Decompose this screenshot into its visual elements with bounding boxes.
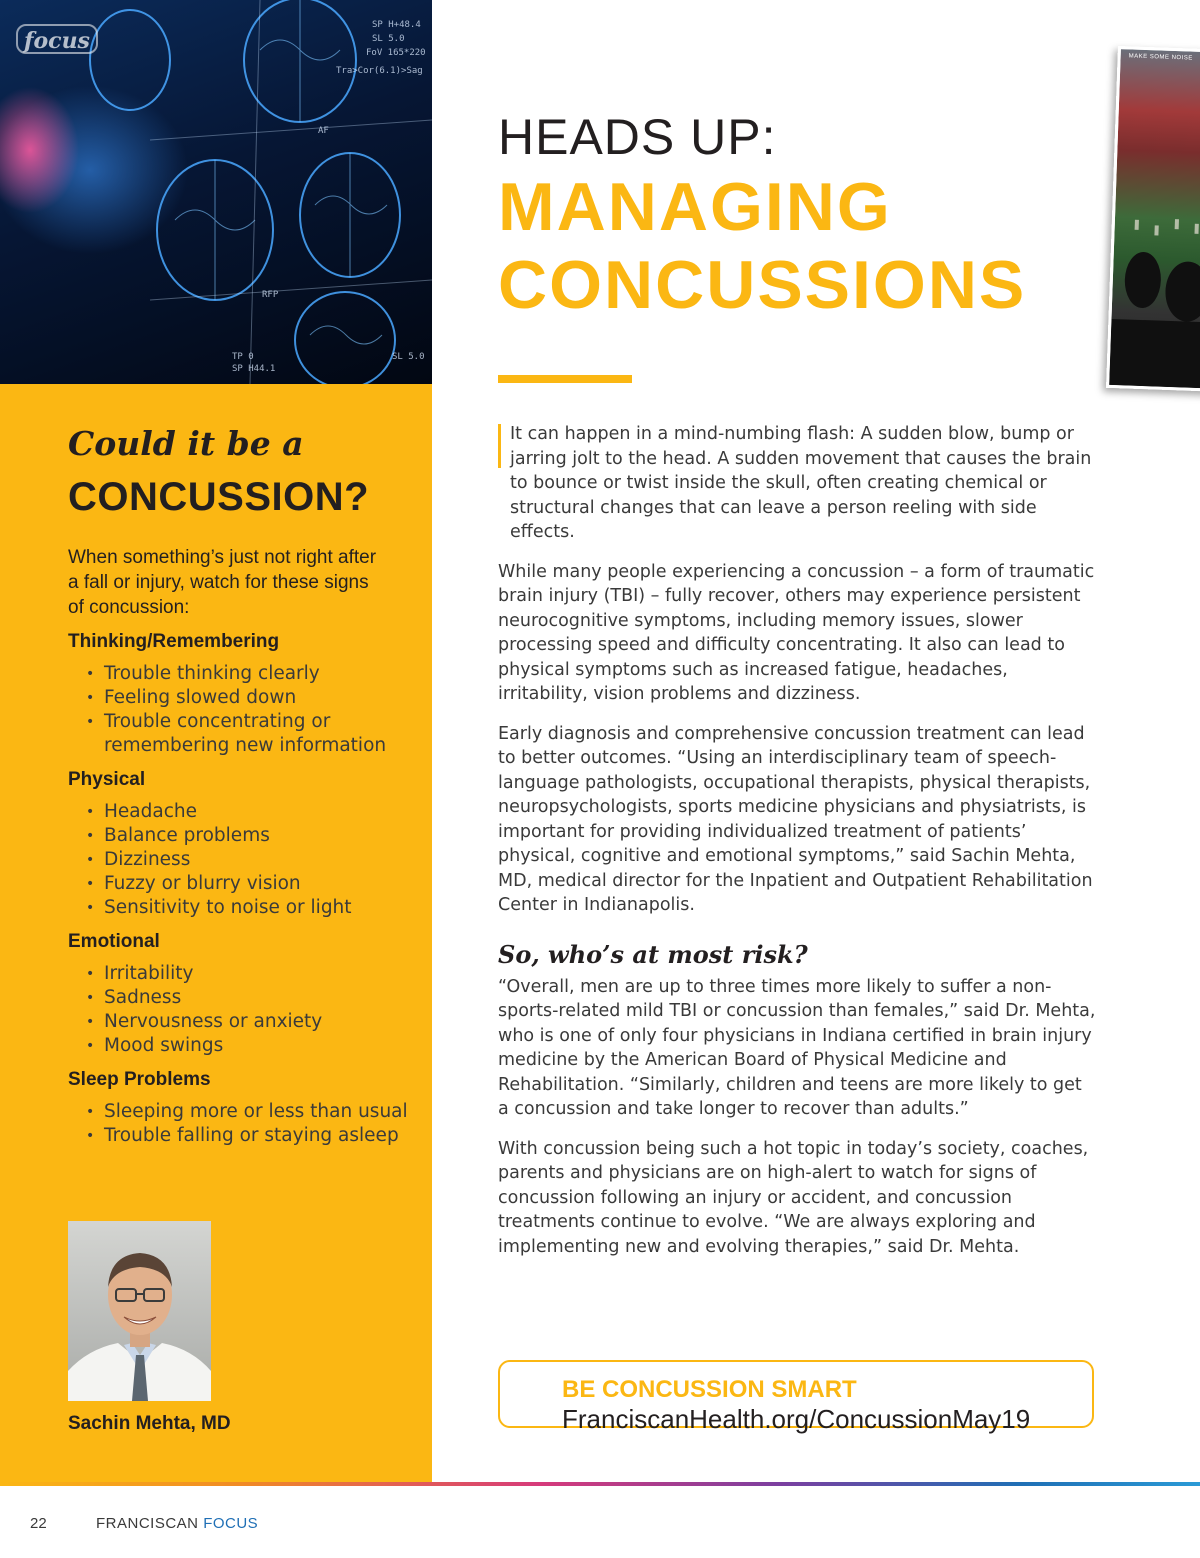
article-paragraph: With concussion being such a hot topic in today’s society, coaches, parents and physicians are on high-alert to watch for signs of concussion following an injury or accident, and concussion treatments continue to evolve. “We are always exploring and implementing new and evolving therapies,” said Dr. Mehta. xyxy=(498,1138,1089,1257)
scan-readout: SP H44.1 xyxy=(232,364,276,374)
list-item: • Mood swings xyxy=(86,1034,418,1058)
stadium-sign: MAKE SOME NOISE xyxy=(1128,53,1193,62)
cta-heading: BE CONCUSSION SMART xyxy=(562,1376,857,1403)
scan-readout: SP H+48.4 xyxy=(372,20,421,30)
cta-box xyxy=(498,1360,1094,1434)
doctor-caption: Sachin Mehta, MD xyxy=(68,1413,231,1434)
list-item: • Fuzzy or blurry vision xyxy=(86,872,418,896)
cta-url-link[interactable]: FranciscanHealth.org/ConcussionMay19 xyxy=(562,1404,1031,1434)
symptom-items xyxy=(68,1100,418,1148)
list-item: • Dizziness xyxy=(86,848,418,872)
publication-name xyxy=(96,1515,258,1532)
symptom-items xyxy=(68,962,418,1058)
scan-readout: SL 5.0 xyxy=(392,352,425,362)
article-paragraph: “Overall, men are up to three times more likely to suffer a non-sports-related mild TBI or concussion than females,” said Dr. Mehta, who is one of only four physicians in Indiana certified in brain injury medicine by the American Board of Physical Medicine and Rehabilitation. “Similarly, children and teens are more likely to get a concussion and take longer to recover than adults.” xyxy=(498,976,1096,1119)
headline-kicker: HEADS UP: xyxy=(498,109,777,165)
symptom-items xyxy=(68,662,418,758)
title-line: MANAGING xyxy=(498,169,892,245)
doctor-photo xyxy=(68,1221,211,1401)
symptom-category: Thinking/Remembering xyxy=(68,631,280,652)
footer-divider xyxy=(0,1482,1200,1486)
scan-readout: FoV 165*220 xyxy=(366,48,426,58)
list-item: • Feeling slowed down xyxy=(86,686,418,710)
article-paragraph: Early diagnosis and comprehensive concussion treatment can lead to better outcomes. “Using an interdisciplinary team of speech-language pathologists, occupational therapists, physical therapists, neuropsychologists, sports medicine physicians and physiatrists, is important for providing individualized treatment of patients’ physical, cognitive and emotional symptoms,” said Sachin Mehta, MD, medical director for the Inpatient and Outpatient Rehabilitation Center in Indianapolis. xyxy=(498,723,1093,915)
scan-readout: AF xyxy=(318,126,329,136)
scan-readout: SL 5.0 xyxy=(372,34,405,44)
stadium-crowd-graphic xyxy=(1109,49,1200,389)
list-item: • Irritability xyxy=(86,962,418,986)
list-item: • Balance problems xyxy=(86,824,418,848)
stadium-photo xyxy=(1106,46,1200,392)
lead-paragraph-wrap xyxy=(498,422,1098,545)
list-item: • Sensitivity to noise or light xyxy=(86,896,418,920)
scan-readout: TP 0 xyxy=(232,352,254,362)
page-number: 22 xyxy=(30,1515,47,1532)
scan-readout: RFP xyxy=(262,290,279,300)
symptom-category: Emotional xyxy=(68,931,160,952)
list-item: • Sadness xyxy=(86,986,418,1010)
page-title xyxy=(498,168,1026,324)
list-item: • Sleeping more or less than usual xyxy=(86,1100,418,1124)
sidebar-intro: When something’s just not right after a fall or injury, watch for these signs of concussion: xyxy=(68,547,377,618)
brain-scan-image xyxy=(0,0,432,384)
dropcap-bar xyxy=(498,424,501,468)
article-subhead: So, who’s at most risk? xyxy=(498,939,808,969)
symptom-items xyxy=(68,800,418,920)
symptom-category: Physical xyxy=(68,769,146,790)
article-paragraph: It can happen in a mind-numbing flash: A sudden blow, bump or jarring jolt to the head. A sudden movement that causes the brain to bounce or twist inside the skull, often creating chemical or structural changes that can leave a person reeling with side effects. xyxy=(510,424,1092,542)
symptom-list xyxy=(68,630,418,1158)
list-item: • Trouble concentrating or remembering new information xyxy=(86,710,418,758)
list-item: • Headache xyxy=(86,800,418,824)
article-paragraph: While many people experiencing a concussion – a form of traumatic brain injury (TBI) – fully recover, others may experience persistent neurocognitive symptoms, including memory issues, slower processing speed and difficulty concentrating. It also can lead to physical symptoms such as increased fatigue, headaches, irritability, vision problems and dizziness. xyxy=(498,561,1095,704)
publication-main: FRANCISCAN xyxy=(96,1515,199,1532)
doctor-portrait-graphic xyxy=(68,1221,211,1401)
list-item: • Nervousness or anxiety xyxy=(86,1010,418,1034)
title-line: CONCUSSIONS xyxy=(498,247,1027,323)
article-body xyxy=(498,422,1098,1274)
publication-accent: FOCUS xyxy=(203,1515,259,1532)
symptom-category: Sleep Problems xyxy=(68,1069,211,1090)
sidebar-title-line1: Could it be a xyxy=(68,424,304,463)
list-item: • Trouble falling or staying asleep xyxy=(86,1124,418,1148)
scan-readout: Tra>Cor(6.1)>Sag xyxy=(336,66,423,76)
list-item: • Trouble thinking clearly xyxy=(86,662,418,686)
headline-divider xyxy=(498,375,632,383)
focus-logo: focus xyxy=(16,24,98,54)
sidebar-title-line2: CONCUSSION? xyxy=(68,475,370,519)
